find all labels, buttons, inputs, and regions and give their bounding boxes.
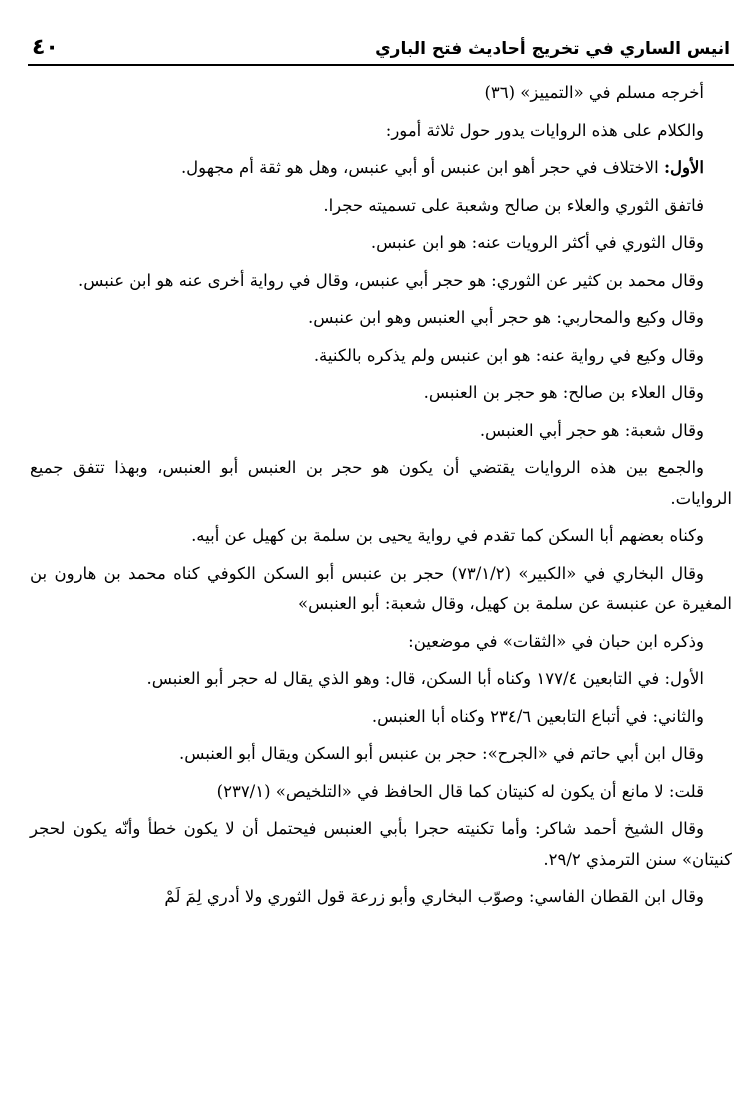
paragraph: وقال وكيع في رواية عنه: هو ابن عنبس ولم يذكره بالكنية. xyxy=(313,345,704,365)
paragraph: وقال الثوري في أكثر الرويات عنه: هو ابن عنبس. xyxy=(370,233,704,252)
paragraph: وقال شعبة: هو حجر أبي العنبس. xyxy=(479,420,704,440)
running-title: انيس الساري في تخريج أحاديث فتح الباري xyxy=(375,39,730,59)
paragraph: وقال محمد بن كثير عن الثوري: هو حجر أبي عنبس، وقال في رواية أخرى عنه هو ابن عنبس. xyxy=(77,270,704,290)
paragraph: الأول: الاختلاف في حجر أهو ابن عنبس أو أبي عنبس، وهل هو ثقة أم مجهول. xyxy=(180,158,704,177)
paragraph: وقال البخاري في «الكبير» (٧٣/١/٢) حجر بن عنبس أبو السكن الكوفي كناه محمد بن هارون بن المغيرة عن عنبسة عن سلمة بن كهيل، وقال شعبة: أبو العنبس» xyxy=(30,563,732,613)
paragraph: وقال وكيع والمحاربي: هو حجر أبي العنبس وهو ابن عنبس. xyxy=(307,308,704,327)
paragraph: والجمع بين هذه الروايات يقتضي أن يكون هو حجر بن العنبس أبو العنبس، وبهذا تتفق جميع الروايات. xyxy=(30,458,732,508)
page-header xyxy=(28,30,734,66)
page-number: ٤٠ xyxy=(32,35,59,60)
body-text xyxy=(28,78,734,913)
paragraph: قلت: لا مانع أن يكون له كنيتان كما قال الحافظ في «التلخيص» (٢٣٧/١) xyxy=(216,781,704,801)
paragraph: وقال الشيخ أحمد شاكر: وأما تكنيته حجرا بأبي العنبس فيحتمل أن لا يكون خطأ وأنّه يكون لحجر كنيتان» سنن الترمذي ٢٩/٢. xyxy=(30,819,732,869)
paragraph: والثاني: في أتباع التابعين ٢٣٤/٦ وكناه أبا العنبس. xyxy=(371,706,704,726)
paragraph: فاتفق الثوري والعلاء بن صالح وشعبة على تسميته حجرا. xyxy=(323,195,704,215)
paragraph: أخرجه مسلم في «التمييز» (٣٦) xyxy=(484,83,704,102)
paragraph: وذكره ابن حبان في «الثقات» في موضعين: xyxy=(408,631,704,651)
paragraph: وقال ابن القطان الفاسي: وصوّب البخاري وأبو زرعة قول الثوري ولا أدري لِمَ لَمْ xyxy=(164,887,704,906)
paragraph: وقال العلاء بن صالح: هو حجر بن العنبس. xyxy=(423,383,704,402)
paragraph: والكلام على هذه الروايات يدور حول ثلاثة أمور: xyxy=(385,120,704,140)
book-page xyxy=(28,30,734,1090)
paragraph: وقال ابن أبي حاتم في «الجرح»: حجر بن عنبس أبو السكن ويقال أبو العنبس. xyxy=(178,744,704,763)
paragraph: الأول: في التابعين ١٧٧/٤ وكناه أبا السكن، قال: وهو الذي يقال له حجر أبو العنبس. xyxy=(146,669,704,688)
paragraph: وكناه بعضهم أبا السكن كما تقدم في رواية يحيى بن سلمة بن كهيل عن أبيه. xyxy=(191,526,704,545)
